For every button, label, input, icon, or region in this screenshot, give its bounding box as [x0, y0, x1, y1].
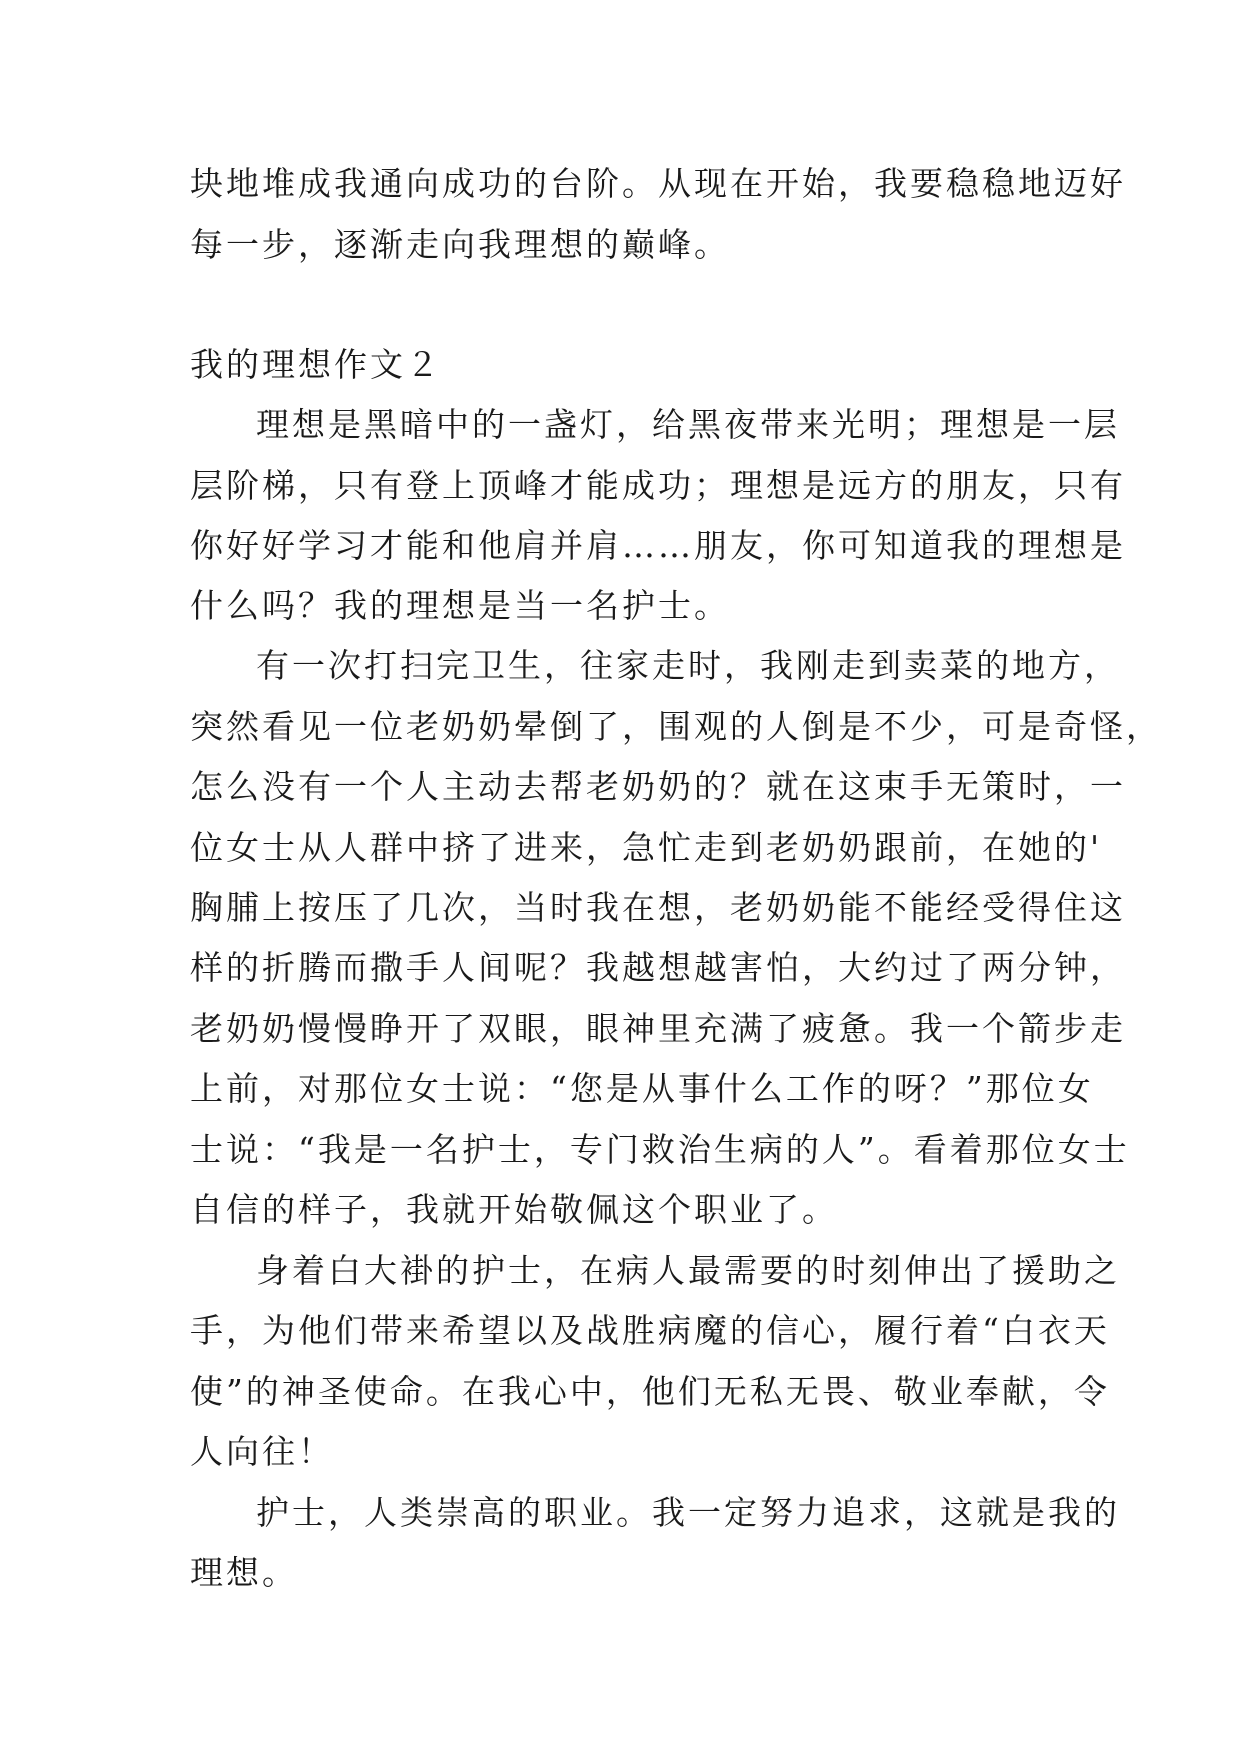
- text-line: 上前，对那位女士说：“您是从事什么工作的呀？”那位女: [190, 1069, 1094, 1108]
- text-line: 突然看见一位老奶奶晕倒了，围观的人倒是不少，可是奇怪，: [190, 707, 1162, 746]
- text-line: 老奶奶慢慢睁开了双眼，眼神里充满了疲惫。我一个箭步走: [190, 1009, 1126, 1048]
- text-line: 护士，人类崇高的职业。我一定努力追求，这就是我的: [256, 1493, 1120, 1532]
- text-line: 使”的神圣使命。在我心中，他们无私无畏、敬业奉献，令: [190, 1372, 1110, 1411]
- text-line: 胸脯上按压了几次，当时我在想，老奶奶能不能经受得住这: [190, 888, 1126, 927]
- text-line: 身着白大褂的护士，在病人最需要的时刻伸出了援助之: [256, 1251, 1120, 1290]
- text-line: 层阶梯，只有登上顶峰才能成功；理想是远方的朋友，只有: [190, 466, 1126, 505]
- text-line: 怎么没有一个人主动去帮老奶奶的？就在这束手无策时，一: [190, 767, 1126, 806]
- essay-title: 我的理想作文２: [190, 345, 442, 384]
- text-line: 理想是黑暗中的一盏灯，给黑夜带来光明；理想是一层: [256, 405, 1120, 444]
- text-line: 什么吗？我的理想是当一名护士。: [190, 586, 730, 625]
- text-line: 有一次打扫完卫生，往家走时，我刚走到卖菜的地方，: [256, 646, 1120, 685]
- text-line: 人向往！: [190, 1432, 334, 1471]
- text-line: 士说：“我是一名护士，专门救治生病的人”。看着那位女士: [190, 1130, 1130, 1169]
- text-line: 每一步，逐渐走向我理想的巅峰。: [190, 225, 730, 264]
- text-line: 你好好学习才能和他肩并肩……朋友，你可知道我的理想是: [190, 526, 1126, 565]
- text-line: 块地堆成我通向成功的台阶。从现在开始，我要稳稳地迈好: [190, 164, 1126, 203]
- text-line: 理想。: [190, 1553, 298, 1592]
- text-line: 自信的样子，我就开始敬佩这个职业了。: [190, 1190, 838, 1229]
- text-line: 位女士从人群中挤了进来，急忙走到老奶奶跟前，在她的': [190, 828, 1103, 867]
- text-line: 样的折腾而撒手人间呢？我越想越害怕，大约过了两分钟，: [190, 948, 1126, 987]
- text-line: 手，为他们带来希望以及战胜病魔的信心，履行着“白衣天: [190, 1311, 1110, 1350]
